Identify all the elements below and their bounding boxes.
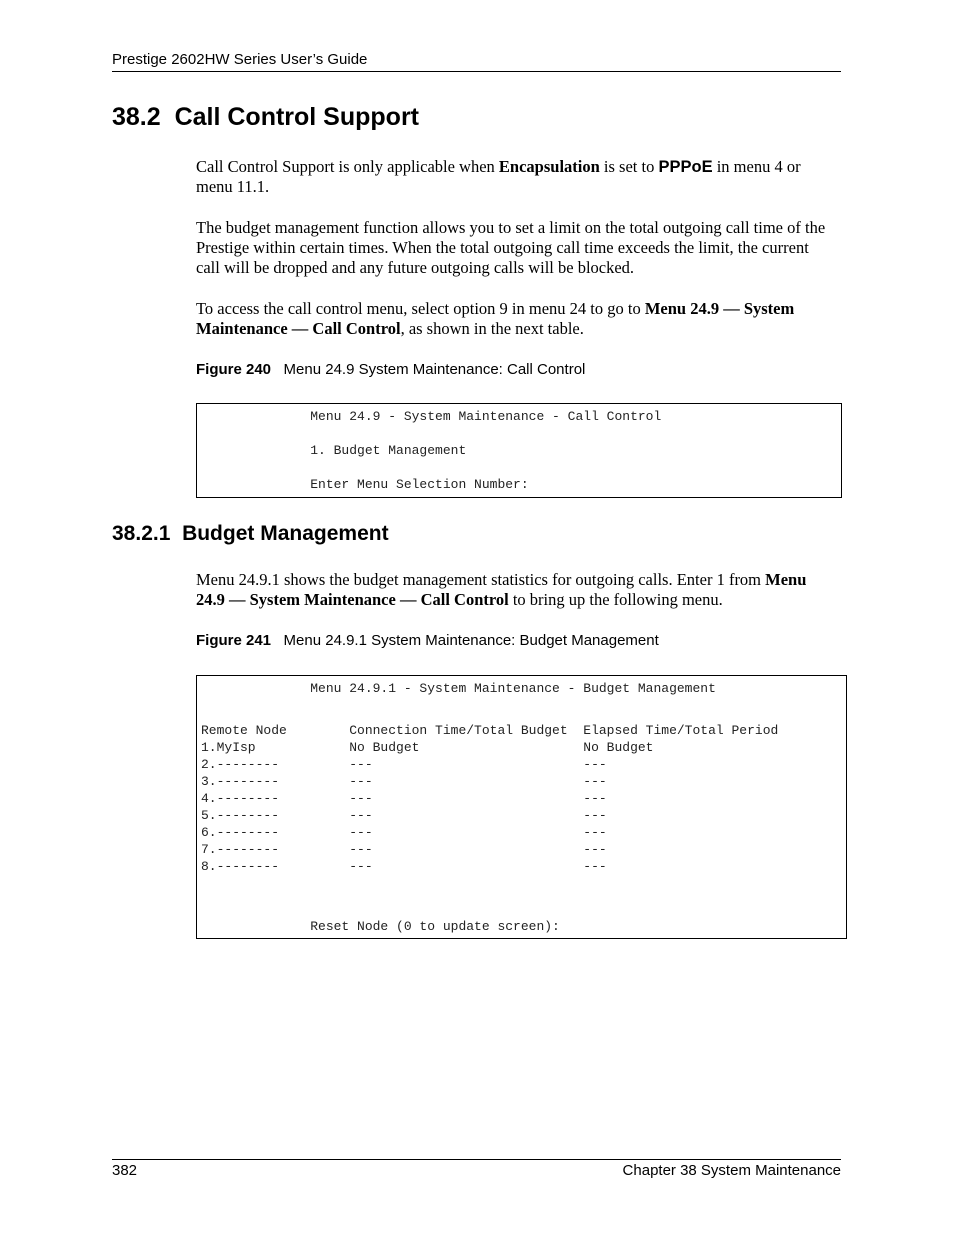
- terminal-line: 1.MyIsp No Budget No Budget: [201, 740, 654, 755]
- menu-path: Menu 24.9 — System Maintenance — Call Control: [196, 299, 795, 338]
- terminal-line: Remote Node Connection Time/Total Budget Elapsed Time/Total Period: [201, 723, 779, 738]
- figure-caption-240: [196, 361, 585, 378]
- running-header: Prestige 2602HW Series User’s Guide: [112, 51, 368, 68]
- section-paragraph-2: The budget management function allows you to set a limit on the total outgoing call time of the Prestige within certain times. When the total outgoing call time exceeds the limit, the current call will be dropped and any future outgoing calls will be blocked.: [196, 218, 826, 277]
- terminal-line: 4.-------- --- ---: [201, 791, 607, 806]
- terminal-line: Menu 24.9 - System Maintenance - Call Control: [201, 409, 662, 424]
- subsection-heading: [112, 522, 389, 546]
- header-divider: [112, 71, 841, 72]
- chapter-title: Chapter 38 System Maintenance: [622, 1162, 841, 1179]
- terminal-line: Menu 24.9.1 - System Maintenance - Budget Management: [201, 681, 716, 696]
- menu-path: Menu 24.9 — System Maintenance — Call Control: [196, 570, 807, 609]
- term-encapsulation: Encapsulation: [498, 157, 600, 176]
- section-heading: [112, 103, 419, 132]
- figure-caption-241: [196, 632, 659, 649]
- terminal-line: 1. Budget Management: [201, 443, 467, 458]
- figure-label: Figure 241: [196, 632, 272, 649]
- section-paragraph-1: Call Control Support is only applicable when Encapsulation is set to PPPoE in menu 4 or menu 11.1.: [196, 157, 801, 196]
- terminal-line: 7.-------- --- ---: [201, 842, 607, 857]
- term-pppoe: PPPoE: [658, 158, 713, 176]
- terminal-line: 2.-------- --- ---: [201, 757, 607, 772]
- figure-label: Figure 240: [196, 361, 272, 378]
- terminal-line: 8.-------- --- ---: [201, 859, 607, 874]
- terminal-screen-budget-management: [196, 675, 847, 939]
- footer-divider: [112, 1159, 841, 1160]
- section-number: 38.2: [112, 103, 161, 131]
- terminal-line: 3.-------- --- ---: [201, 774, 607, 789]
- subsection-title: Budget Management: [182, 522, 389, 545]
- terminal-screen-call-control: [196, 403, 842, 498]
- section-title: Call Control Support: [174, 103, 419, 131]
- subsection-paragraph-1: Menu 24.9.1 shows the budget management statistics for outgoing calls. Enter 1 from Menu 24.9 — System Maintenance — Call Control to bring up the following menu.: [196, 570, 807, 609]
- terminal-line: 6.-------- --- ---: [201, 825, 607, 840]
- subsection-number: 38.2.1: [112, 522, 171, 545]
- terminal-line: 5.-------- --- ---: [201, 808, 607, 823]
- figure-caption-text: Menu 24.9 System Maintenance: Call Control: [283, 361, 586, 378]
- figure-caption-text: Menu 24.9.1 System Maintenance: Budget Management: [283, 632, 659, 649]
- page-number: 382: [112, 1162, 138, 1179]
- terminal-line: Enter Menu Selection Number:: [201, 477, 529, 492]
- terminal-line: Reset Node (0 to update screen):: [201, 919, 560, 934]
- section-paragraph-3: To access the call control menu, select option 9 in menu 24 to go to Menu 24.9 — System Maintenance — Call Control, as shown in the next table.: [196, 299, 795, 338]
